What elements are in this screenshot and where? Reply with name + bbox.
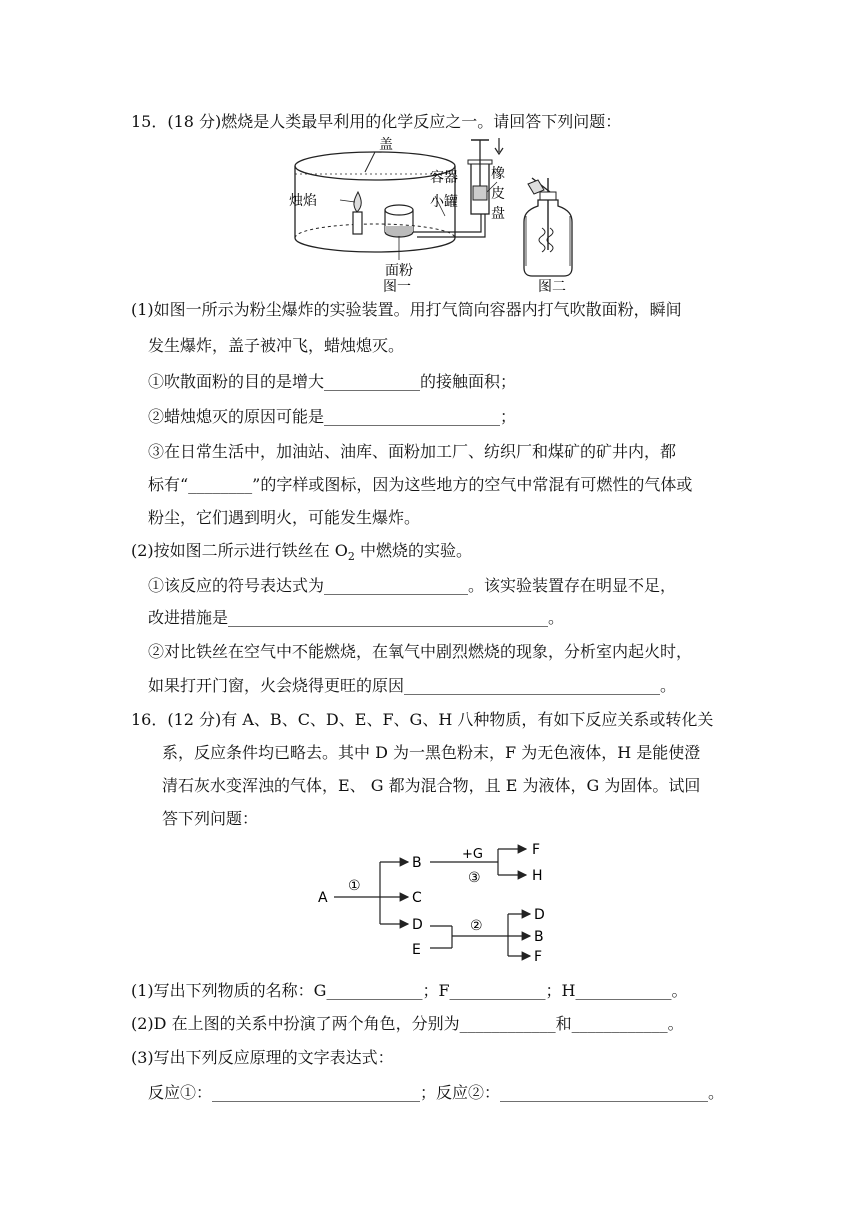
q16-line4: 答下列问题：	[162, 809, 259, 828]
rubber-disc-label-1: 橡	[491, 166, 505, 182]
q15-p1-line1: (1)如图一所示为粉尘爆炸的实验装置。用打气筒向容器内打气吹散面粉，瞬间	[131, 300, 682, 319]
q16-s1: (1)写出下列物质的名称：G____________；F____________；H____________。	[131, 981, 688, 1000]
q15-p1-b: ②蜡烛熄灭的原因可能是______________________；	[148, 407, 517, 426]
figure-2-caption: 图二	[538, 279, 566, 295]
q15-p2-b-line1: ②对比铁丝在空气中不能燃烧，在氧气中剧烈燃烧的现象，分析室内起火时，	[148, 642, 693, 661]
small-can-label: 小罐	[430, 194, 458, 210]
q15-p2	[131, 540, 472, 568]
plus-g-label: +G	[462, 847, 483, 862]
node-f-top: F	[532, 842, 541, 858]
reaction-3-label: ③	[468, 870, 481, 886]
q16-s3-answers: 反应①：__________________________；反应②：__________________________。	[148, 1083, 725, 1102]
reaction-2-label: ②	[470, 918, 483, 934]
q15-p2-sub: 2	[347, 550, 355, 564]
node-e: E	[412, 942, 421, 958]
node-c: C	[412, 890, 422, 906]
node-h: H	[532, 868, 543, 884]
flour-label: 面粉	[385, 263, 413, 279]
lid-label: 盖	[379, 137, 393, 153]
q16-s2: (2)D 在上图的关系中扮演了两个角色，分别为____________和____________。	[131, 1014, 684, 1033]
q16-line1: 16．(12 分)有 A、B、C、D、E、F、G、H 八种物质，有如下反应关系或转化关	[131, 710, 714, 729]
node-f-bottom: F	[534, 949, 543, 965]
q15-p1-c-line3: 粉尘，它们遇到明火，可能发生爆炸。	[148, 508, 421, 527]
figure-1-caption: 图一	[383, 279, 411, 294]
node-b-product: B	[534, 929, 544, 945]
figure-1-dust-explosion-apparatus	[285, 134, 515, 294]
node-a: A	[318, 890, 328, 906]
q15-p1-c-line1: ③在日常生活中，加油站、油库、面粉加工厂、纺织厂和煤矿的矿井内，都	[148, 442, 677, 461]
q15-p2-pre: (2)按如图二所示进行铁丝在 O	[131, 541, 348, 560]
flame-label: 烛焰	[289, 193, 317, 209]
node-b: B	[412, 855, 422, 871]
q15-p1-a: ①吹散面粉的目的是增大____________的接触面积；	[148, 372, 517, 391]
q16-line2: 系，反应条件均已略去。其中 D 为一黑色粉末，F 为无色液体，H 是能使澄	[162, 743, 701, 762]
q16-s3: (3)写出下列反应原理的文字表达式：	[131, 1048, 394, 1067]
q15-p1-line2: 发生爆炸，盖子被冲飞，蜡烛熄灭。	[148, 336, 405, 355]
reaction-relationship-diagram	[312, 838, 552, 968]
q16-line3: 清石灰水变浑浊的气体，E、 G 都为混合物，且 E 为液体，G 为固体。试回	[162, 776, 701, 795]
figure-2-iron-wire-bottle	[520, 176, 590, 296]
container-label: 容器	[430, 170, 458, 186]
reaction-1-label: ①	[348, 878, 361, 894]
q15-title: 15．(18 分)燃烧是人类最早利用的化学反应之一。请回答下列问题：	[131, 112, 622, 131]
q15-p2-b-line2: 如果打开门窗，火会烧得更旺的原因________________________________。	[148, 676, 677, 695]
rubber-disc-label-3: 盘	[491, 206, 505, 222]
node-d: D	[412, 917, 423, 933]
rubber-disc-label-2: 皮	[491, 186, 505, 202]
q15-p1-c-line2: 标有“________”的字样或图标，因为这些地方的空气中常混有可燃性的气体或	[148, 475, 693, 494]
q15-p2-a-line1: ①该反应的符号表达式为__________________。该实验装置存在明显不足，	[148, 576, 677, 595]
q15-p2-a-line2: 改进措施是________________________________________。	[148, 608, 565, 627]
q15-p2-post: 中燃烧的实验。	[354, 541, 472, 560]
node-d-product: D	[534, 907, 545, 923]
